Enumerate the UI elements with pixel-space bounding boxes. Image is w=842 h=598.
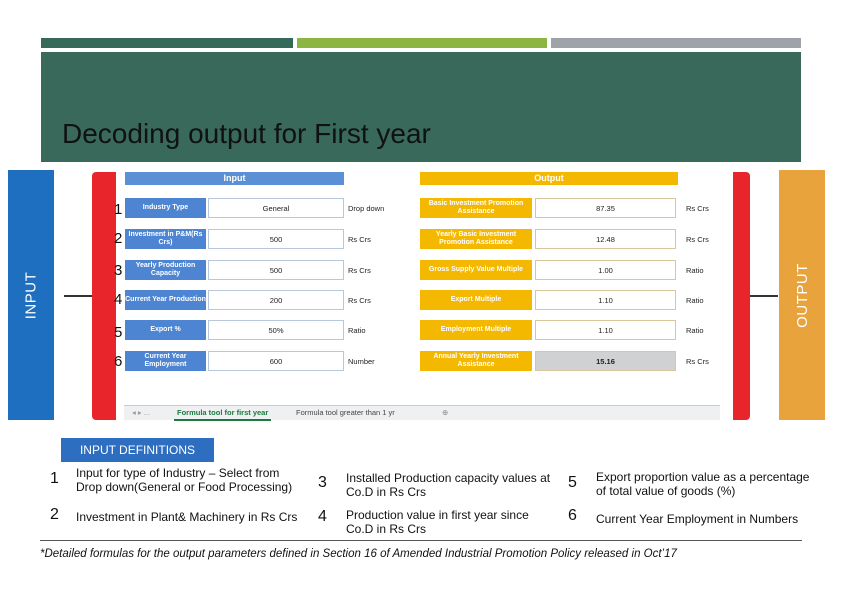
row-number: 2 [114,230,123,247]
row-number: 5 [114,324,123,341]
input-label: Investment in P&M(Rs Crs) [125,229,206,249]
output-label: Yearly Basic Investment Promotion Assistance [420,229,532,249]
output-unit: Rs Crs [686,203,709,213]
output-side-label: OUTPUT [793,262,811,328]
slide-title: Decoding output for First year [62,118,431,149]
footnote: *Detailed formulas for the output parameters defined in Section 16 of Amended Industrial Promotion Policy released in Oct’17 [40,548,677,560]
input-unit: Drop down [348,203,385,213]
input-unit: Rs Crs [348,234,371,244]
definition-number: 3 [318,474,327,491]
output-label: Employment Multiple [420,320,532,340]
sheet-nav-arrows-icon[interactable]: ◂ ▸ ... [132,408,150,417]
definition-text: Investment in Plant& Machinery in Rs Crs [76,510,298,524]
input-value-cell[interactable]: 500 [208,229,344,249]
definition-number: 1 [50,470,59,487]
definitions-heading: INPUT DEFINITIONS [61,438,214,462]
input-value-cell[interactable]: 50% [208,320,344,340]
add-sheet-icon[interactable]: ⊕ [442,408,449,417]
output-unit: Ratio [686,265,704,275]
input-unit: Ratio [348,325,366,335]
definition-number: 5 [568,474,577,491]
input-unit: Number [348,356,375,366]
output-value-cell: 12.48 [535,229,676,249]
top-bar-green-light [297,38,547,48]
row-number: 6 [114,353,123,370]
input-label: Yearly Production Capacity [125,260,206,280]
input-value-cell[interactable]: General [208,198,344,218]
output-value-cell: 1.00 [535,260,676,280]
definition-number: 6 [568,507,577,524]
definition-text: Current Year Employment in Numbers [596,512,799,526]
output-arrow-icon [750,295,778,297]
tab-formula-first-year[interactable]: Formula tool for first year [174,407,271,421]
input-unit: Rs Crs [348,265,371,275]
input-label: Industry Type [125,198,206,218]
output-value-cell: 15.16 [535,351,676,371]
output-value-cell: 1.10 [535,320,676,340]
output-unit: Rs Crs [686,234,709,244]
output-header: Output [420,172,678,185]
input-label: Current Year Production [125,290,206,310]
top-bar-grey [551,38,801,48]
tab-formula-greater-than-1-yr[interactable]: Formula tool greater than 1 yr [296,408,395,417]
input-bracket [92,172,116,420]
output-unit: Ratio [686,325,704,335]
row-number: 4 [114,291,123,308]
definition-text: Input for type of Industry – Select from Drop down(General or Food Processing) [76,466,293,494]
output-label: Gross Supply Value Multiple [420,260,532,280]
output-bracket [733,172,750,420]
row-number: 1 [114,201,123,218]
output-value-cell: 87.35 [535,198,676,218]
input-side-label: INPUT [22,271,40,319]
footnote-divider [40,540,802,541]
output-value-cell: 1.10 [535,290,676,310]
output-label: Basic Investment Promotion Assistance [420,198,532,218]
definition-text: Export proportion value as a percentage of total value of goods (%) [596,470,810,498]
input-unit: Rs Crs [348,295,371,305]
row-number: 3 [114,262,123,279]
top-bar-green-dark [41,38,293,48]
output-label: Annual Yearly Investment Assistance [420,351,532,371]
input-value-cell[interactable]: 500 [208,260,344,280]
definition-number: 2 [50,506,59,523]
definition-text: Production value in first year since Co.D in Rs Crs [346,508,529,536]
output-unit: Ratio [686,295,704,305]
input-value-cell[interactable]: 600 [208,351,344,371]
definition-text: Installed Production capacity values at Co.D in Rs Crs [346,471,551,499]
sheet-tab-bar [124,405,720,420]
input-arrow-icon [64,295,92,297]
definition-number: 4 [318,508,327,525]
input-header: Input [125,172,344,185]
input-value-cell[interactable]: 200 [208,290,344,310]
input-label: Export % [125,320,206,340]
output-unit: Rs Crs [686,356,709,366]
output-label: Export Multiple [420,290,532,310]
input-label: Current Year Employment [125,351,206,371]
